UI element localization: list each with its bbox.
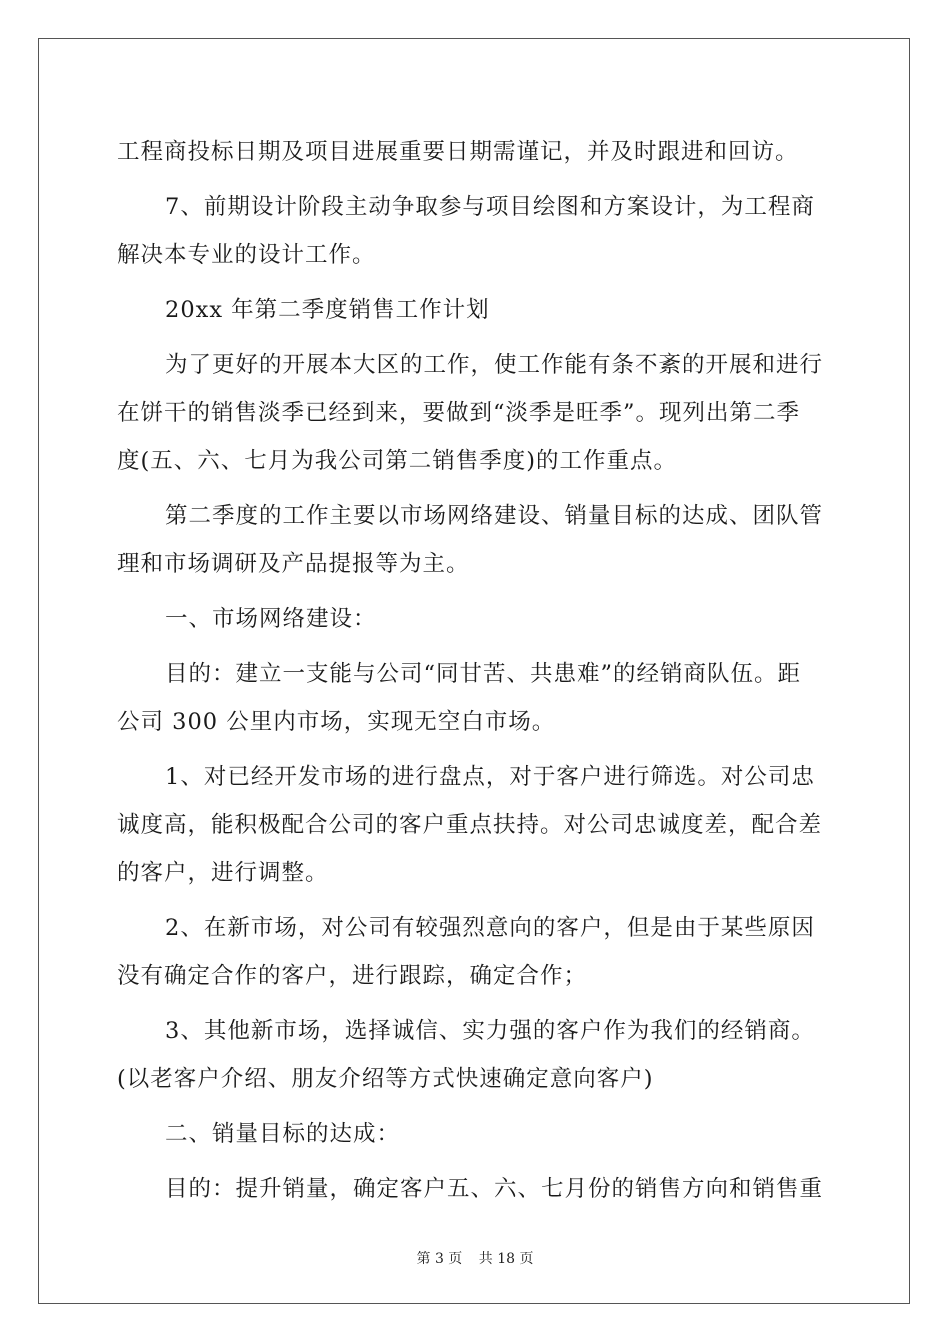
page-number: 第 3 页 [416,1251,463,1267]
text-line: 1、对已经开发市场的进行盘点，对于客户进行筛选。对公司忠 [165,764,815,790]
text-line: 工程商投标日期及项目进展重要日期需谨记，并及时跟进和回访。 [117,139,799,165]
section-heading: 二、销量目标的达成： [165,1121,401,1147]
text-line: 没有确定合作的客户，进行跟踪，确定合作； [117,963,588,989]
text-line: 的客户，进行调整。 [117,860,329,886]
text-line: 目的：建立一支能与公司“同甘苦、共患难”的经销商队伍。距 [165,661,802,687]
text-line: 7、前期设计阶段主动争取参与项目绘图和方案设计，为工程商 [165,194,815,220]
text-line: 度(五、六、七月为我公司第二销售季度)的工作重点。 [117,448,678,474]
text-line: 在饼干的销售淡季已经到来，要做到“淡季是旺季”。现列出第二季 [117,400,801,426]
page-total: 共 18 页 [478,1251,534,1267]
text-line: 公司 300 公里内市场，实现无空白市场。 [117,709,556,735]
section-title: 20xx 年第二季度销售工作计划 [165,297,490,323]
document-body [117,128,833,1213]
text-line: 目的：提升销量，确定客户五、六、七月份的销售方向和销售重 [165,1176,824,1202]
text-line: 为了更好的开展本大区的工作，使工作能有条不紊的开展和进行 [165,352,824,378]
text-line: 解决本专业的设计工作。 [117,242,376,268]
text-line: 2、在新市场，对公司有较强烈意向的客户，但是由于某些原因 [165,915,815,941]
text-line: 第二季度的工作主要以市场网络建设、销量目标的达成、团队管 [165,503,824,529]
text-line: 3、其他新市场，选择诚信、实力强的客户作为我们的经销商。 [165,1018,815,1044]
section-heading: 一、市场网络建设： [165,606,377,632]
page-footer [0,1248,950,1268]
text-line: 理和市场调研及产品提报等为主。 [117,551,470,577]
text-line: (以老客户介绍、朋友介绍等方式快速确定意向客户) [117,1066,654,1092]
text-line: 诚度高，能积极配合公司的客户重点扶持。对公司忠诚度差，配合差 [117,812,823,838]
